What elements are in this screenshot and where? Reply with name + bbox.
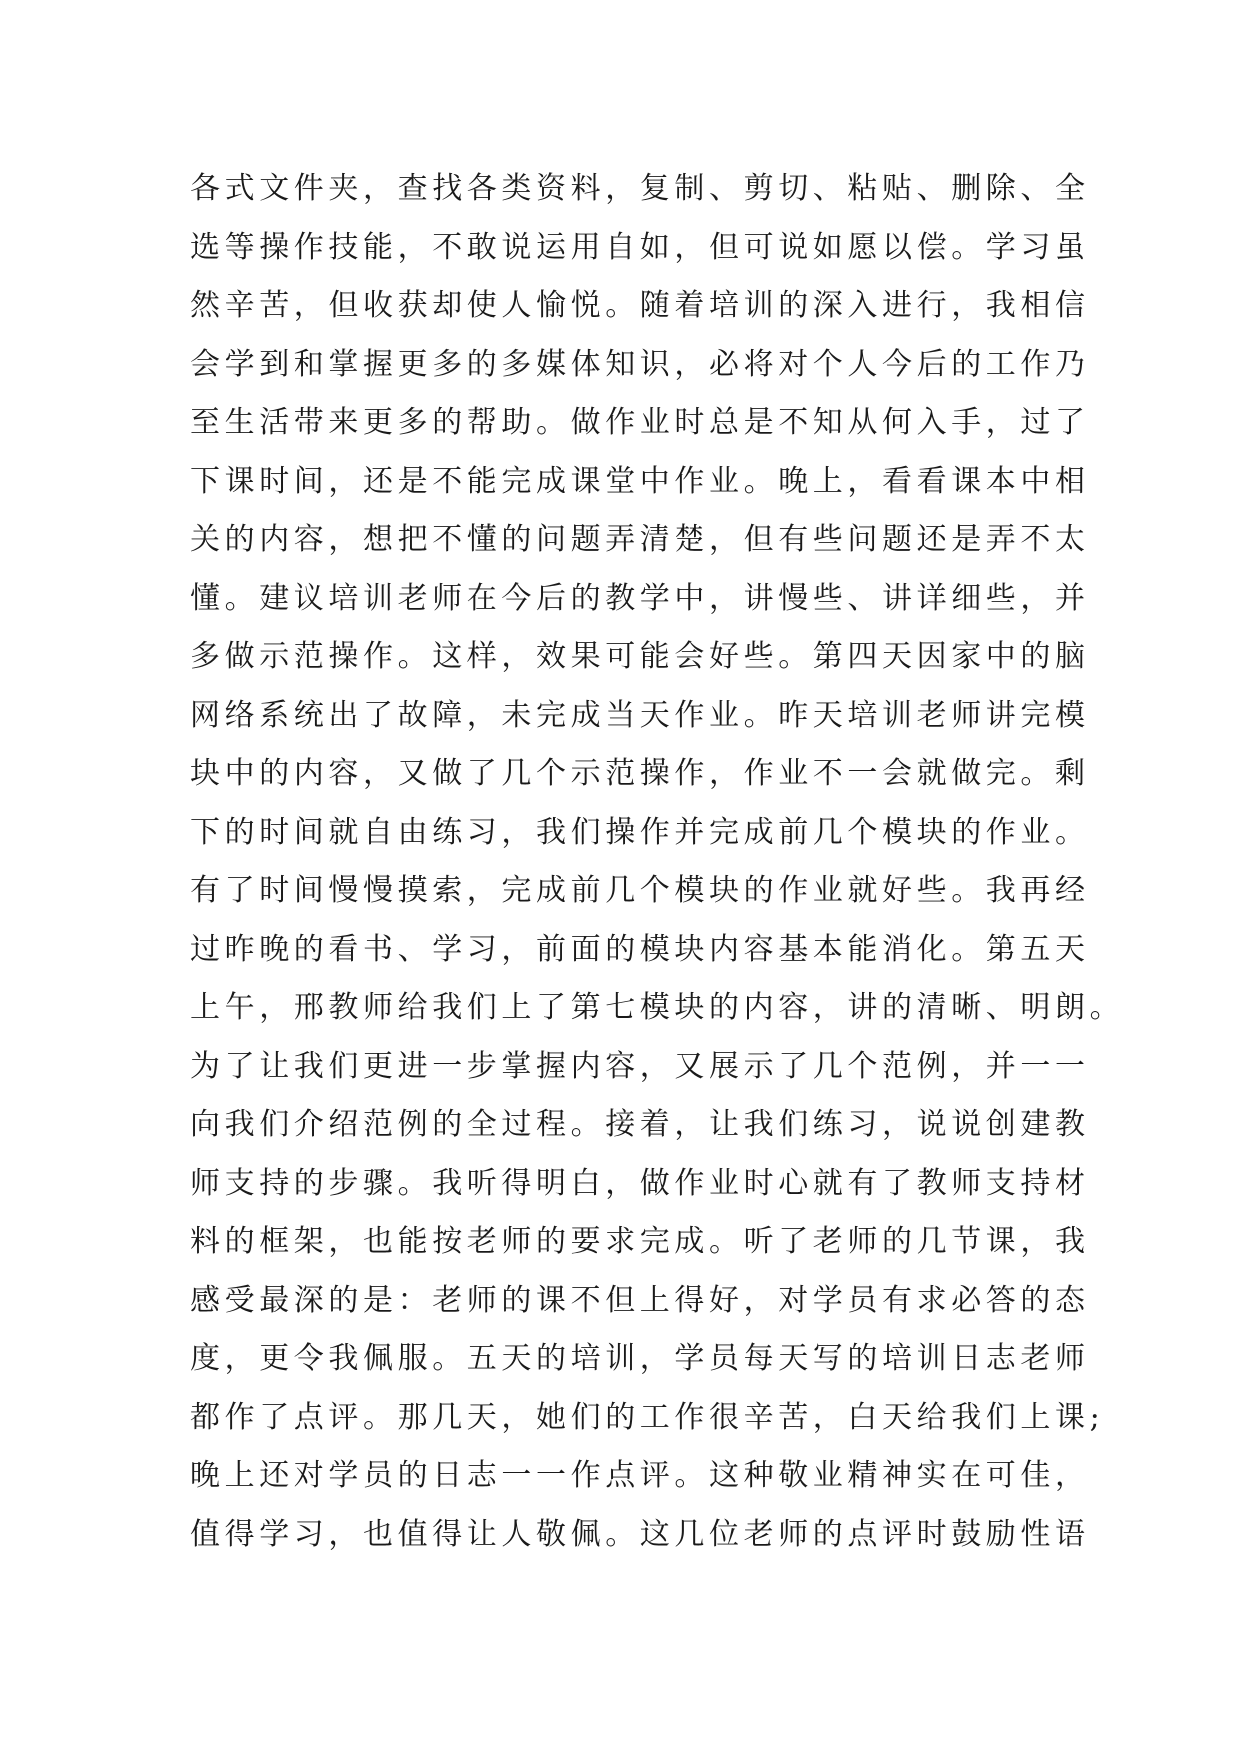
text-line: 感受最深的是：老师的课不但上得好，对学员有求必答的态 <box>190 1282 1090 1318</box>
text-line: 块中的内容，又做了几个示范操作，作业不一会就做完。剩 <box>190 756 1090 791</box>
text-line: 下课时间，还是不能完成课堂中作业。晚上，看看课本中相 <box>190 463 1090 499</box>
text-line: 晚上还对学员的日志一一作点评。这种敬业精神实在可佳， <box>190 1458 1090 1493</box>
text-line: 料的框架，也能按老师的要求完成。听了老师的几节课，我 <box>190 1224 1090 1259</box>
text-line: 各式文件夹，查找各类资料，复制、剪切、粘贴、删除、全 <box>190 171 1090 206</box>
text-line: 向我们介绍范例的全过程。接着，让我们练习，说说创建教 <box>190 1107 1090 1142</box>
text-line: 懂。建议培训老师在今后的教学中，讲慢些、讲详细些，并 <box>190 580 1090 616</box>
text-line: 度，更令我佩服。五天的培训，学员每天写的培训日志老师 <box>190 1341 1090 1376</box>
text-line: 有了时间慢慢摸索，完成前几个模块的作业就好些。我再经 <box>190 873 1090 908</box>
text-line: 至生活带来更多的帮助。做作业时总是不知从何入手，过了 <box>190 405 1090 440</box>
text-line: 师支持的步骤。我听得明白，做作业时心就有了教师支持材 <box>190 1165 1090 1201</box>
text-line: 上午，邢教师给我们上了第七模块的内容，讲的清晰、明朗。 <box>190 990 1125 1025</box>
text-line: 然辛苦，但收获却使人愉悦。随着培训的深入进行，我相信 <box>190 288 1090 323</box>
text-line: 下的时间就自由练习，我们操作并完成前几个模块的作业。 <box>190 814 1090 850</box>
text-line: 多做示范操作。这样，效果可能会好些。第四天因家中的脑 <box>190 639 1090 674</box>
text-line: 关的内容，想把不懂的问题弄清楚，但有些问题还是弄不太 <box>190 522 1090 557</box>
text-line: 都作了点评。那几天，她们的工作很辛苦，白天给我们上课; <box>190 1399 1105 1435</box>
text-line: 选等操作技能，不敢说运用自如，但可说如愿以偿。学习虽 <box>190 229 1090 265</box>
text-line: 值得学习，也值得让人敬佩。这几位老师的点评时鼓励性语 <box>190 1516 1090 1552</box>
text-line: 为了让我们更进一步掌握内容，又展示了几个范例，并一一 <box>190 1048 1090 1084</box>
text-line: 会学到和掌握更多的多媒体知识，必将对个人今后的工作乃 <box>190 346 1090 382</box>
text-line: 过昨晚的看书、学习，前面的模块内容基本能消化。第五天 <box>190 931 1090 967</box>
body-text <box>190 160 1125 1564</box>
text-line: 网络系统出了故障，未完成当天作业。昨天培训老师讲完模 <box>190 697 1090 733</box>
